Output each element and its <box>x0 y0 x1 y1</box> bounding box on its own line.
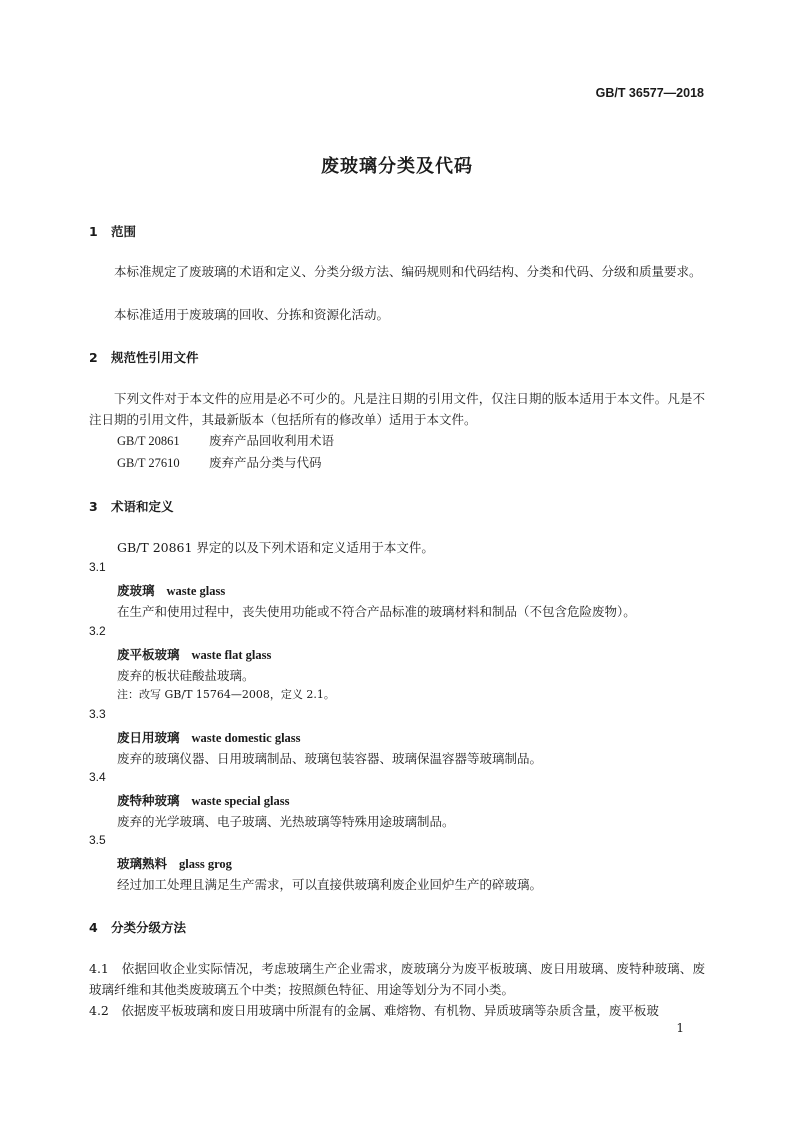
section-title: 范围 <box>111 224 137 239</box>
clause-4-2: 4.2 依据废平板玻璃和废日用玻璃中所混有的金属、难熔物、有机物、异质玻璃等杂质含量，废平板玻 <box>89 1003 659 1018</box>
term-english: glass grog <box>179 857 232 871</box>
term-chinese: 玻璃熟料 <box>117 856 168 871</box>
term-heading <box>117 791 289 809</box>
section-3-heading <box>89 497 174 515</box>
section-title: 规范性引用文件 <box>111 350 199 365</box>
section-number: 2 <box>89 350 98 365</box>
section-1-heading <box>89 222 136 240</box>
section-3-intro: GB/T 20861 界定的以及下列术语和定义适用于本文件。 <box>117 540 434 555</box>
standard-number: GB/T 36577—2018 <box>595 86 704 100</box>
document-title: 废玻璃分类及代码 <box>321 156 473 177</box>
term-heading <box>117 854 232 872</box>
term-number: 3.4 <box>89 770 106 784</box>
section-title: 术语和定义 <box>111 499 174 514</box>
term-chinese: 废平板玻璃 <box>117 647 180 662</box>
reference-item <box>117 431 334 449</box>
section-title: 分类分级方法 <box>111 920 187 935</box>
term-chinese: 废日用玻璃 <box>117 730 180 745</box>
term-english: waste domestic glass <box>191 731 301 745</box>
reference-name: 废弃产品回收利用术语 <box>209 433 335 448</box>
section-number: 4 <box>89 920 98 935</box>
term-heading <box>117 645 271 663</box>
section-number: 3 <box>89 499 98 514</box>
term-number: 3.1 <box>89 560 106 574</box>
reference-code: GB/T 27610 <box>117 456 180 470</box>
term-english: waste glass <box>166 584 226 598</box>
term-definition: 在生产和使用过程中，丧失使用功能或不符合产品标准的玻璃材料和制品（不包含危险废物）。 <box>117 604 636 619</box>
section-2-heading <box>89 348 199 366</box>
term-definition: 废弃的板状硅酸盐玻璃。 <box>117 668 255 683</box>
term-english: waste flat glass <box>191 648 272 662</box>
term-chinese: 废特种玻璃 <box>117 793 180 808</box>
reference-code: GB/T 20861 <box>117 434 180 448</box>
section-2-paragraph-1: 下列文件对于本文件的应用是必不可少的。凡是注日期的引用文件，仅注日期的版本适用于本文件。凡是不注日期的引用文件，其最新版本（包括所有的修改单）适用于本文件。 <box>89 391 705 427</box>
term-heading <box>117 728 301 746</box>
term-definition: 废弃的玻璃仪器、日用玻璃制品、玻璃包装容器、玻璃保温容器等玻璃制品。 <box>117 751 543 766</box>
section-number: 1 <box>89 224 98 239</box>
term-definition: 废弃的光学玻璃、电子玻璃、光热玻璃等特殊用途玻璃制品。 <box>117 814 455 829</box>
term-note: 注：改写 GB/T 15764—2008，定义 2.1。 <box>117 688 335 701</box>
section-1-paragraph-2: 本标准适用于废玻璃的回收、分拣和资源化活动。 <box>114 307 390 322</box>
clause-4-1: 4.1 依据回收企业实际情况，考虑玻璃生产企业需求，废玻璃分为废平板玻璃、废日用玻璃、废特种玻璃、废玻璃纤维和其他类废玻璃五个中类；按照颜色特征、用途等划分为不同小类。 <box>89 961 705 997</box>
term-definition: 经过加工处理且满足生产需求，可以直接供玻璃利废企业回炉生产的碎玻璃。 <box>117 877 543 892</box>
term-number: 3.2 <box>89 624 106 638</box>
term-chinese: 废玻璃 <box>117 583 155 598</box>
term-english: waste special glass <box>191 794 290 808</box>
term-number: 3.5 <box>89 833 106 847</box>
section-1-paragraph-1: 本标准规定了废玻璃的术语和定义、分类分级方法、编码规则和代码结构、分类和代码、分级和质量要求。 <box>114 264 702 279</box>
page-number: 1 <box>676 1021 684 1035</box>
section-4-heading <box>89 918 186 936</box>
reference-name: 废弃产品分类与代码 <box>209 455 322 470</box>
reference-item <box>117 453 322 471</box>
term-number: 3.3 <box>89 707 106 721</box>
term-heading <box>117 581 225 599</box>
